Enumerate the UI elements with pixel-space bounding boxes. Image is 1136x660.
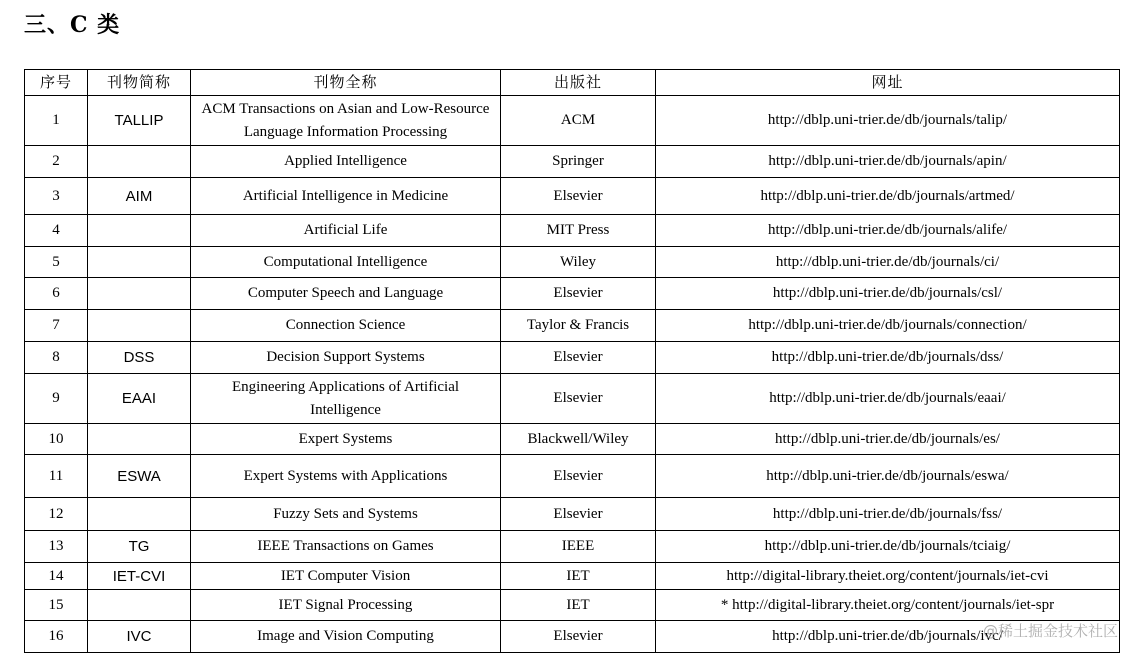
cell-seq: 4 <box>25 215 88 247</box>
cell-name: Artificial Intelligence in Medicine <box>191 178 501 215</box>
cell-abbr <box>88 215 191 247</box>
cell-name: Artificial Life <box>191 215 501 247</box>
cell-url: http://dblp.uni-trier.de/db/journals/alife/ <box>656 215 1120 247</box>
header-publisher: 出版社 <box>501 70 656 96</box>
table-header-row <box>25 70 1120 96</box>
cell-name: Expert Systems with Applications <box>191 455 501 498</box>
cell-name: Engineering Applications of Artificial Intelligence <box>191 374 501 424</box>
cell-url: http://dblp.uni-trier.de/db/journals/artmed/ <box>656 178 1120 215</box>
table-row <box>25 563 1120 590</box>
cell-seq: 8 <box>25 342 88 374</box>
cell-url: http://dblp.uni-trier.de/db/journals/connection/ <box>656 310 1120 342</box>
header-full-name: 刊物全称 <box>191 70 501 96</box>
table-row <box>25 374 1120 424</box>
cell-publisher: Elsevier <box>501 278 656 310</box>
table-row <box>25 178 1120 215</box>
cell-seq: 9 <box>25 374 88 424</box>
cell-seq: 1 <box>25 96 88 146</box>
cell-name: IEEE Transactions on Games <box>191 531 501 563</box>
cell-abbr: ESWA <box>88 455 191 498</box>
cell-seq: 15 <box>25 590 88 621</box>
cell-abbr <box>88 424 191 455</box>
cell-url: http://dblp.uni-trier.de/db/journals/apin/ <box>656 146 1120 178</box>
cell-seq: 7 <box>25 310 88 342</box>
cell-abbr <box>88 310 191 342</box>
cell-url: * http://digital-library.theiet.org/content/journals/iet-spr <box>656 590 1120 621</box>
cell-url: http://dblp.uni-trier.de/db/journals/ci/ <box>656 247 1120 278</box>
cell-name: Computer Speech and Language <box>191 278 501 310</box>
cell-abbr <box>88 247 191 278</box>
cell-abbr <box>88 590 191 621</box>
cell-name: Computational Intelligence <box>191 247 501 278</box>
cell-name: IET Signal Processing <box>191 590 501 621</box>
cell-seq: 5 <box>25 247 88 278</box>
cell-url: http://dblp.uni-trier.de/db/journals/dss/ <box>656 342 1120 374</box>
cell-publisher: IET <box>501 590 656 621</box>
table-row <box>25 342 1120 374</box>
cell-publisher: Elsevier <box>501 498 656 531</box>
cell-url: http://dblp.uni-trier.de/db/journals/eswa/ <box>656 455 1120 498</box>
section-title: 三、C 类 <box>24 12 121 38</box>
cell-seq: 13 <box>25 531 88 563</box>
cell-publisher: Springer <box>501 146 656 178</box>
cell-publisher: Elsevier <box>501 374 656 424</box>
cell-name: Fuzzy Sets and Systems <box>191 498 501 531</box>
cell-publisher: IEEE <box>501 531 656 563</box>
cell-name: ACM Transactions on Asian and Low-Resource Language Information Processing <box>191 96 501 146</box>
header-url: 网址 <box>656 70 1120 96</box>
cell-name: Decision Support Systems <box>191 342 501 374</box>
cell-url: http://dblp.uni-trier.de/db/journals/eaai/ <box>656 374 1120 424</box>
table-row <box>25 247 1120 278</box>
cell-name: Image and Vision Computing <box>191 621 501 653</box>
cell-abbr: DSS <box>88 342 191 374</box>
cell-abbr: TG <box>88 531 191 563</box>
cell-publisher: Elsevier <box>501 455 656 498</box>
cell-abbr: TALLIP <box>88 96 191 146</box>
table-row <box>25 310 1120 342</box>
header-abbr: 刊物简称 <box>88 70 191 96</box>
cell-url: http://dblp.uni-trier.de/db/journals/ivc/ <box>656 621 1120 653</box>
cell-seq: 3 <box>25 178 88 215</box>
cell-publisher: IET <box>501 563 656 590</box>
cell-publisher: Elsevier <box>501 342 656 374</box>
table-row <box>25 215 1120 247</box>
header-seq: 序号 <box>25 70 88 96</box>
cell-abbr: EAAI <box>88 374 191 424</box>
cell-abbr: AIM <box>88 178 191 215</box>
table-row <box>25 278 1120 310</box>
table-row <box>25 498 1120 531</box>
cell-name: IET Computer Vision <box>191 563 501 590</box>
table-row <box>25 621 1120 653</box>
cell-publisher: MIT Press <box>501 215 656 247</box>
cell-seq: 16 <box>25 621 88 653</box>
table-row <box>25 455 1120 498</box>
cell-url: http://dblp.uni-trier.de/db/journals/talip/ <box>656 96 1120 146</box>
cell-name: Expert Systems <box>191 424 501 455</box>
cell-url: http://digital-library.theiet.org/content/journals/iet-cvi <box>656 563 1120 590</box>
cell-url: http://dblp.uni-trier.de/db/journals/csl/ <box>656 278 1120 310</box>
cell-publisher: Taylor & Francis <box>501 310 656 342</box>
cell-seq: 2 <box>25 146 88 178</box>
table-row <box>25 96 1120 146</box>
cell-url: http://dblp.uni-trier.de/db/journals/fss/ <box>656 498 1120 531</box>
cell-abbr: IVC <box>88 621 191 653</box>
cell-publisher: Elsevier <box>501 621 656 653</box>
cell-name: Applied Intelligence <box>191 146 501 178</box>
cell-seq: 14 <box>25 563 88 590</box>
cell-abbr <box>88 146 191 178</box>
cell-abbr <box>88 498 191 531</box>
table-row <box>25 590 1120 621</box>
cell-seq: 12 <box>25 498 88 531</box>
table-row <box>25 146 1120 178</box>
cell-publisher: Blackwell/Wiley <box>501 424 656 455</box>
cell-abbr <box>88 278 191 310</box>
cell-publisher: ACM <box>501 96 656 146</box>
table-row <box>25 531 1120 563</box>
cell-url: http://dblp.uni-trier.de/db/journals/tciaig/ <box>656 531 1120 563</box>
cell-publisher: Wiley <box>501 247 656 278</box>
cell-abbr: IET-CVI <box>88 563 191 590</box>
cell-url: http://dblp.uni-trier.de/db/journals/es/ <box>656 424 1120 455</box>
cell-seq: 10 <box>25 424 88 455</box>
cell-name: Connection Science <box>191 310 501 342</box>
cell-seq: 11 <box>25 455 88 498</box>
cell-seq: 6 <box>25 278 88 310</box>
cell-publisher: Elsevier <box>501 178 656 215</box>
watermark: @稀土掘金技术社区 <box>982 622 1118 640</box>
journal-table <box>24 69 1120 653</box>
table-row <box>25 424 1120 455</box>
